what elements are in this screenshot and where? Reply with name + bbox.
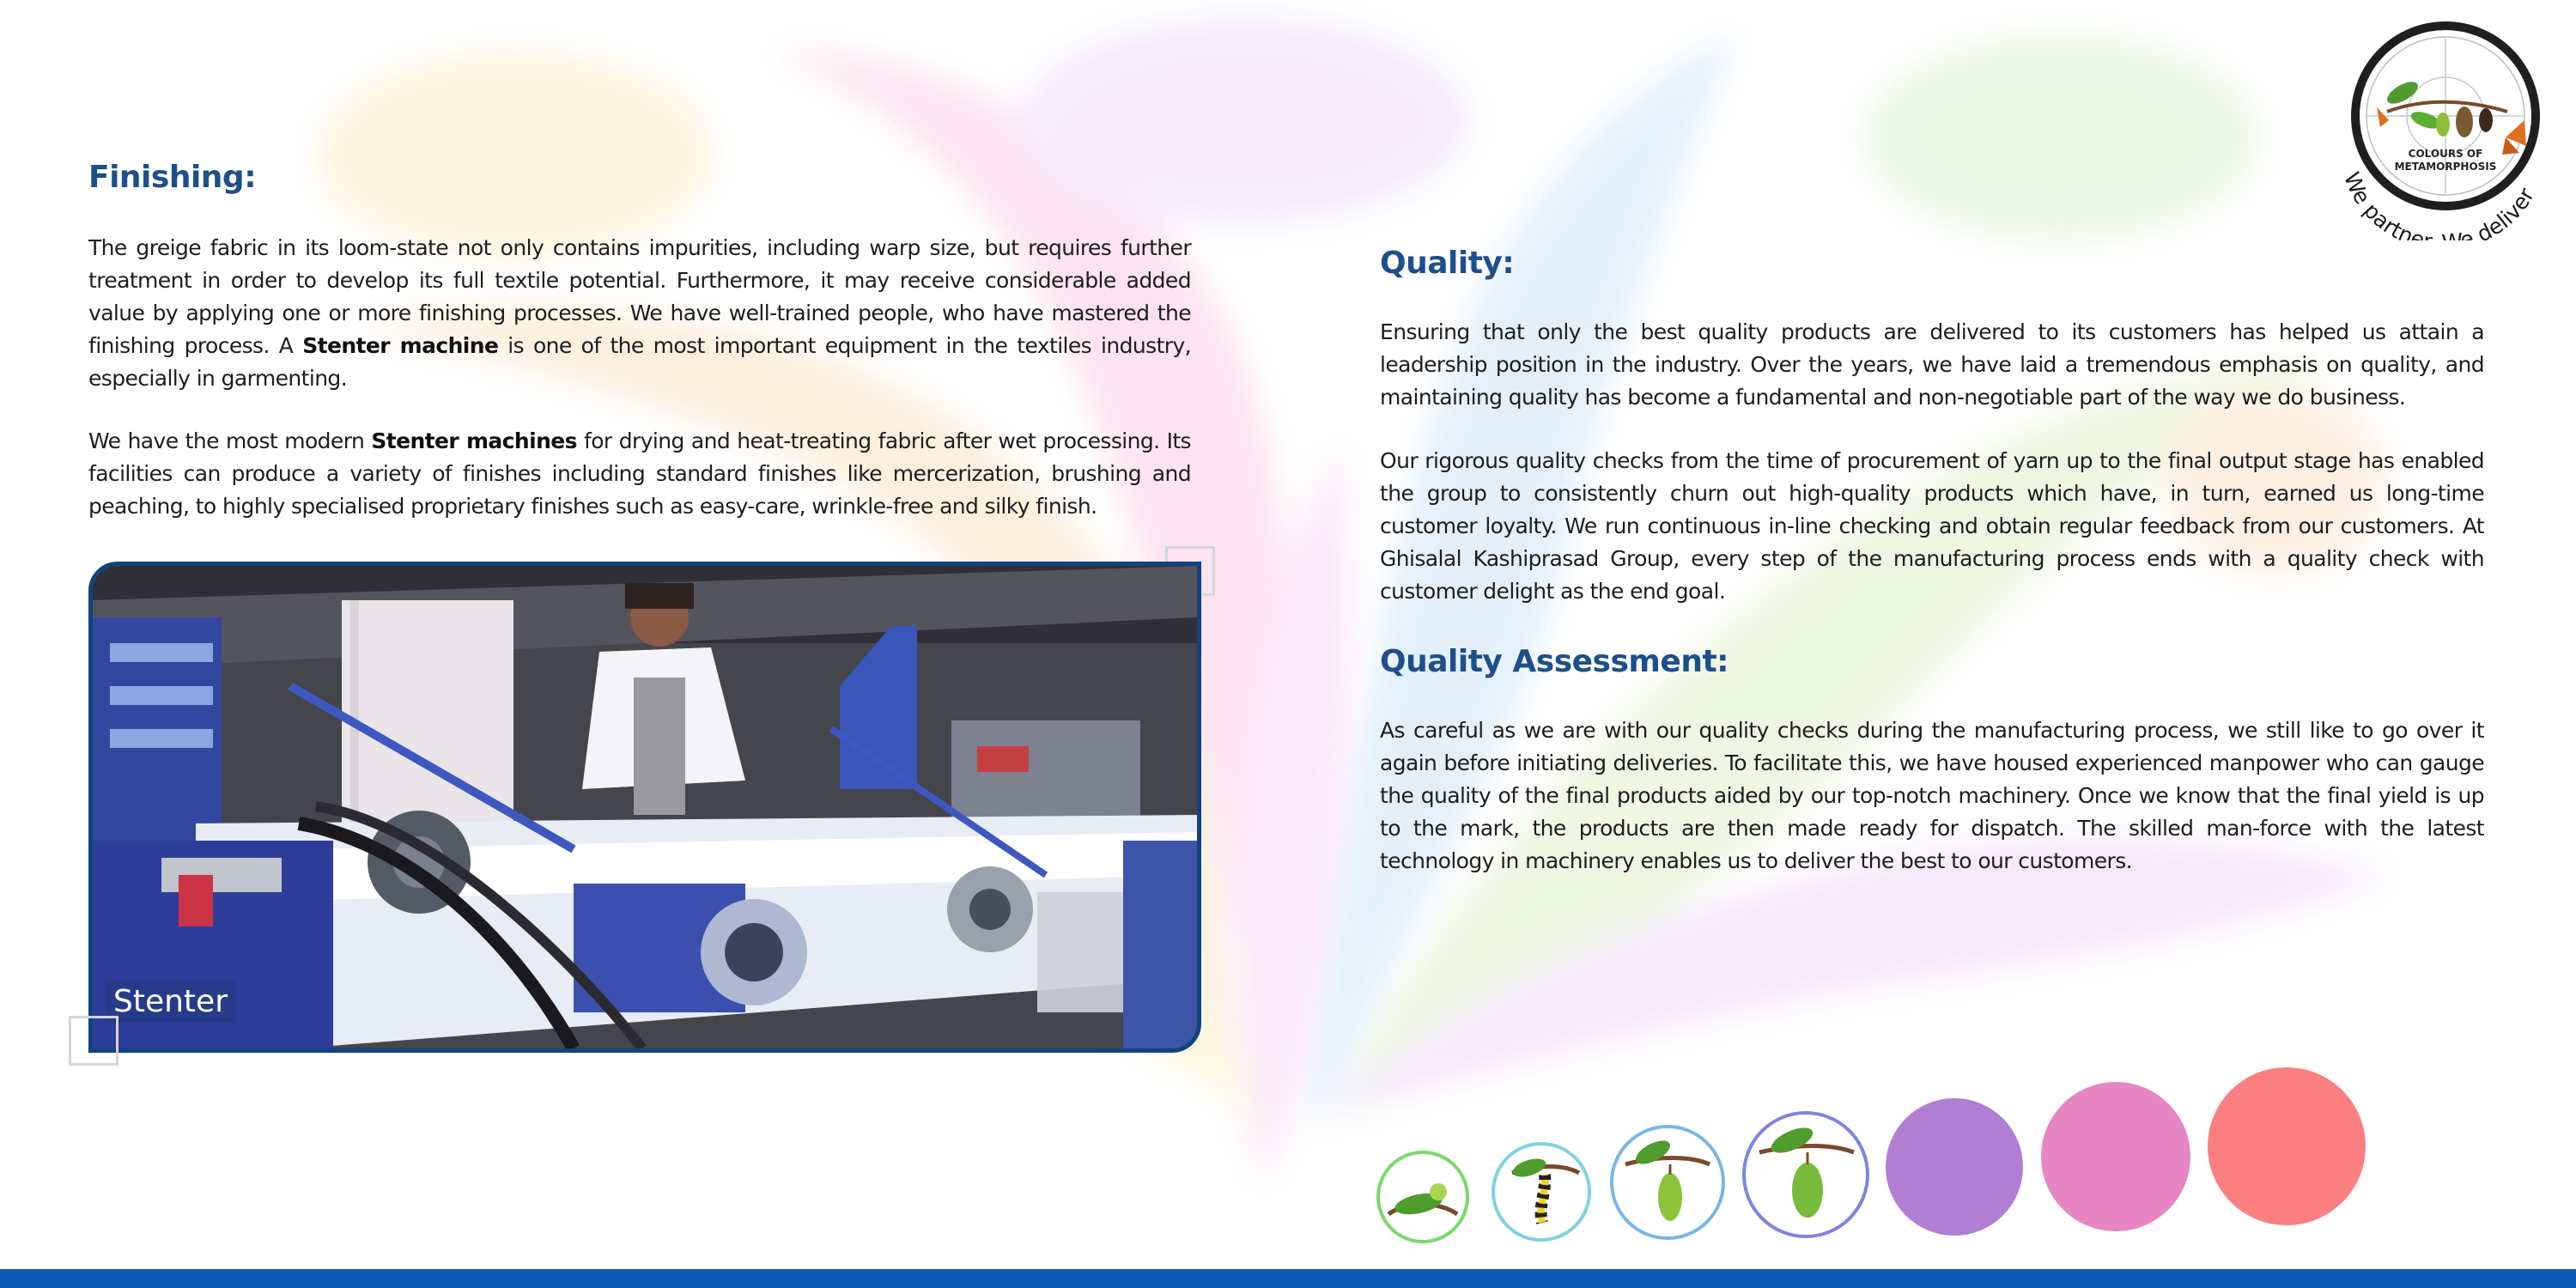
stenter-photo	[88, 562, 1201, 1053]
leaf-egg-icon	[1376, 1151, 1469, 1243]
colours-of-metamorphosis-logo	[2336, 17, 2550, 240]
quality-paragraph-1: Ensuring that only the best quality products are delivered to its customers has helped us attain a leadership position in the industry. Over the years, we have laid a tremendous emphasis on quality, and maintaining quality has become a fundamental and non-negotiable part of the way we do business.	[1380, 319, 2484, 410]
logo-emblem	[2336, 17, 2550, 240]
footer-bar	[0, 1269, 2576, 1288]
finishing-paragraph-1	[88, 232, 1191, 395]
finishing-paragraph-2	[88, 425, 1191, 523]
logo-tagline-path: We partne e deliver	[2338, 168, 2540, 240]
logo-line2: METAMORPHOSIS	[2394, 161, 2497, 173]
quality-assessment-heading: Quality Assessment:	[1380, 644, 1729, 679]
photo-caption: Stenter	[105, 981, 236, 1023]
chrysalis-large-icon	[1742, 1111, 1869, 1238]
finishing-heading: Finishing:	[88, 160, 257, 195]
chrysalis-small-icon	[1610, 1125, 1725, 1240]
finishing-p1-text: The greige fabric in its loom-state not only contains impurities, including warp size, but requires further treatment in order to develop its full textile potential. Furthermore, it may receive considerable added value by applying one or more finishing processes. We have well-trained people, who have mastered the finishing process. A	[88, 235, 1191, 358]
quality-paragraph-2: Our rigorous quality checks from the time of procurement of yarn up to the final output stage has enabled the group to consistently churn out high-quality products which have, in turn, earned us long-time customer loyalty. We run continuous in-line checking and obtain regular feedback from our customers. At Ghisalal Kashiprasad Group, every step of the manufacturing process ends with a quality check with customer delight as the end goal.	[1380, 448, 2484, 604]
logo-line1: COLOURS OF	[2408, 148, 2483, 160]
photo-corner-decoration-bottom	[69, 1016, 118, 1066]
stenter-machine-illustration	[93, 566, 1197, 1048]
finishing-p2-text: We have the most modern	[88, 428, 372, 453]
caterpillar-icon	[1492, 1142, 1591, 1242]
coral-color-dot	[2208, 1067, 2366, 1225]
stenter-machines-bold: Stenter machines	[371, 428, 577, 453]
quality-heading: Quality:	[1380, 246, 1515, 281]
finishing-p2-text-end: for drying and heat-treating fabric after wet processing. Its facilities can produce a variety of finishes including standard finishes like mercerization, brushing and peaching, to highly specialised proprietary finishes such as easy-care, wrinkle-free and silky finish.	[88, 428, 1191, 519]
pink-color-dot	[2041, 1082, 2190, 1231]
finishing-p1-text-end: is one of the most important equipment in the textiles industry, especially in garmenting.	[88, 333, 1191, 391]
quality-assessment-paragraph: As careful as we are with our quality checks during the manufacturing process, we still like to go over it again before initiating deliveries. To facilitate this, we have housed experienced manpower who can gauge the quality of the final products aided by our top-notch machinery. Once we know that the final yield is up to the mark, the products are then made ready for dispatch. The skilled man-force with the latest technology in machinery enables us to deliver the best to our customers.	[1380, 718, 2484, 873]
stenter-machine-bold: Stenter machine	[302, 333, 499, 358]
purple-color-dot	[1886, 1098, 2023, 1236]
